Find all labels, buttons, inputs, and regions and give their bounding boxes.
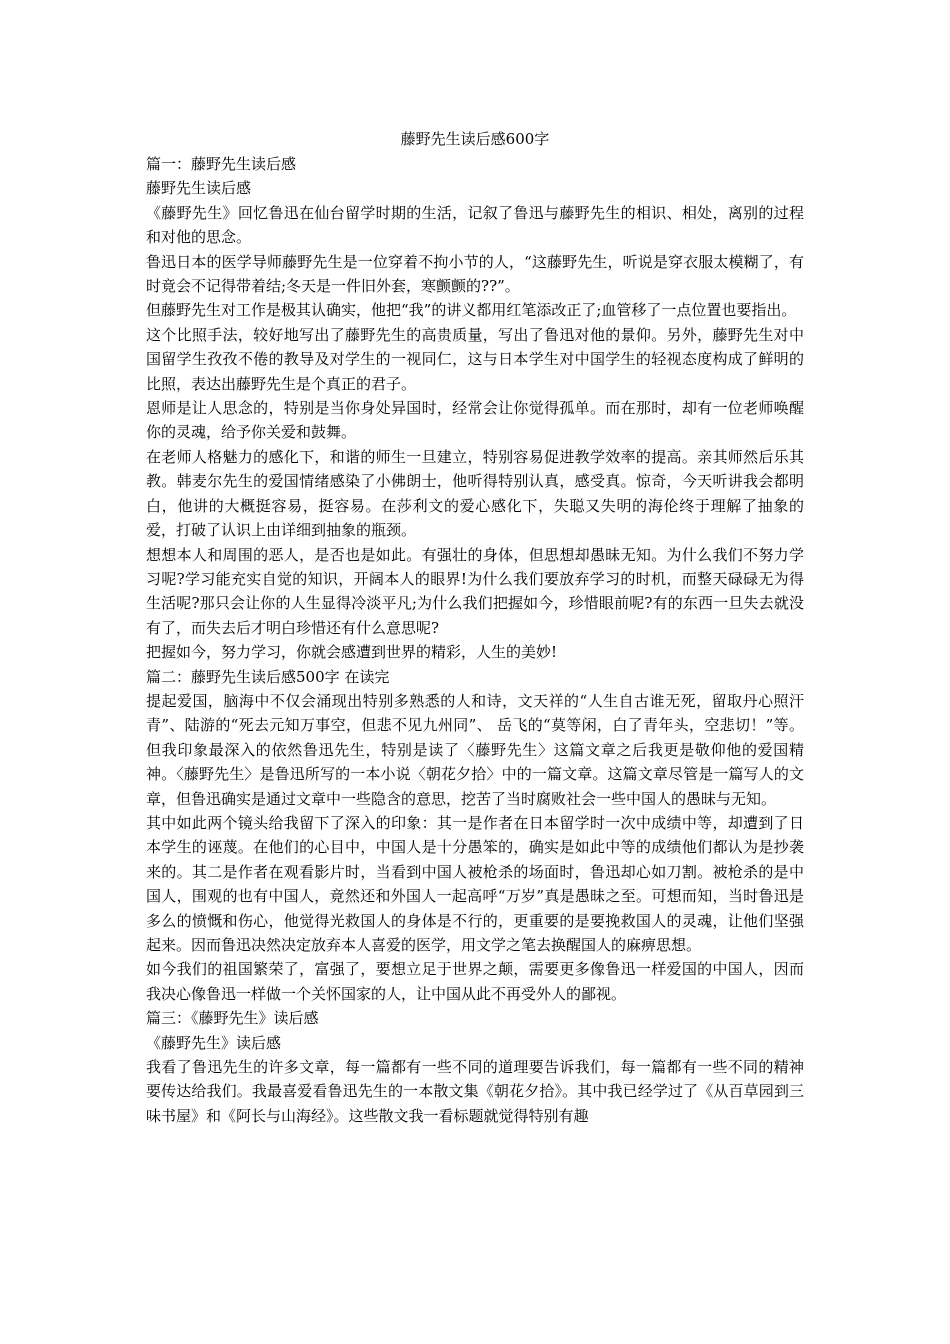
paragraph: 我看了鲁迅先生的许多文章，每一篇都有一些不同的道理要告诉我们，每一篇都有一些不同的精神要传达给我们。我最喜爱看鲁迅先生的一本散文集《朝花夕拾》。其中我已经学过了《从百草园到三味书屋》和《阿长与山海经》。这些散文我一看标题就觉得特别有趣 <box>146 1058 804 1125</box>
paragraph: 如今我们的祖国繁荣了，富强了，要想立足于世界之颠，需要更多像鲁迅一样爱国的中国人，因而我决心像鲁迅一样做一个关怀国家的人，让中国从此不再受外人的鄙视。 <box>146 960 804 1003</box>
paragraph: 恩师是让人思念的，特别是当你身处异国时，经常会让你觉得孤单。而在那时，却有一位老师唤醒你的灵魂，给予你关爱和鼓舞。 <box>146 399 804 442</box>
document-body <box>146 152 804 1128</box>
paragraph: 鲁迅日本的医学导师藤野先生是一位穿着不拘小节的人，“这藤野先生，听说是穿衣服太模糊了，有时竟会不记得带着结;冬天是一件旧外套，寒颤颤的??”。 <box>146 252 804 296</box>
paragraph: 藤野先生读后感 <box>146 179 252 198</box>
section-heading: 篇二：藤野先生读后感500字 在读完 <box>146 667 390 686</box>
section-heading: 篇三：《藤野先生》读后感 <box>146 1009 319 1028</box>
paragraph: 其中如此两个镜头给我留下了深入的印象：其一是作者在日本留学时一次中成绩中等，却遭到了日本学生的诬蔑。在他们的心目中，中国人是十分愚笨的，确实是如此中等的成绩他们都认为是抄袭来的。其二是作者在观看影片时，当看到中国人被枪杀的场面时，鲁迅却心如刀割。被枪杀的是中国人，围观的也有中国人，竟然还和外国人一起高呼“万岁”真是愚昧之至。可想而知，当时鲁迅是多么的愤慨和伤心，他觉得光救国人的身体是不行的，更重要的是要挽救国人的灵魂，让他们坚强起来。因而鲁迅决然决定放弃本人喜爱的医学，用文学之笔去换醒国人的麻痹思想。 <box>146 813 804 954</box>
paragraph: 这个比照手法，较好地写出了藤野先生的高贵质量，写出了鲁迅对他的景仰。另外，藤野先生对中国留学生孜孜不倦的教导及对学生的一视同仁，这与日本学生对中国学生的轻视态度构成了鲜明的比照，表达出藤野先生是个真正的君子。 <box>146 325 804 393</box>
paragraph: 《藤野先生》回忆鲁迅在仙台留学时期的生活，记叙了鲁迅与藤野先生的相识、相处，离别的过程和对他的思念。 <box>146 203 804 247</box>
paragraph: 想想本人和周围的恶人，是否也是如此。有强壮的身体，但思想却愚昧无知。为什么我们不努力学习呢?学习能充实自觉的知识，开阔本人的眼界!为什么我们要放弃学习的时机，而整天碌碌无为得生活呢?那只会让你的人生显得冷淡平凡;为什么我们把握如今，珍惜眼前呢?有的东西一旦失去就没有了，而失去后才明白珍惜还有什么意思呢? <box>146 545 804 637</box>
paragraph: 在老师人格魅力的感化下，和谐的师生一旦建立，特别容易促进教学效率的提高。亲其师然后乐其教。韩麦尔先生的爱国情绪感染了小佛朗士，他听得特别认真，感受真。惊奇，今天听讲我会都明白，他讲的大概挺容易，挺容易。在莎利文的爱心感化下，失聪又失明的海伦终于理解了抽象的爱，打破了认识上由详细到抽象的瓶颈。 <box>146 447 804 540</box>
paragraph: 把握如今，努力学习，你就会感遭到世界的精彩，人生的美妙! <box>146 643 558 662</box>
paragraph: 篇一：藤野先生读后感 <box>146 155 297 173</box>
document-page <box>146 128 804 1128</box>
document-title: 藤野先生读后感600字 <box>400 130 550 148</box>
paragraph: 但藤野先生对工作是极其认确实，他把“我”的讲义都用红笔添改正了;血管移了一点位置也要指出。 <box>146 301 797 320</box>
paragraph: 提起爱国，脑海中不仅会涌现出特别多熟悉的人和诗，文天祥的“人生自古谁无死，留取丹心照汗青”、陆游的“死去元知万事空，但悲不见九州同”、 岳飞的“莫等闲，白了青年头，空悲切！”等。但我印象最深入的依然鲁迅先生，特别是读了〈藤野先生〉这篇文章之后我更是敬仰他的爱国精神。〈藤野先生〉是鲁迅所写的一本小说〈朝花夕拾〉中的一篇文章。这篇文章尽管是一篇写人的文章，但鲁迅确实是通过文章中一些隐含的意思，挖苦了当时腐败社会一些中国人的愚昧与无知。 <box>146 691 804 808</box>
paragraph: 《藤野先生》读后感 <box>146 1033 282 1052</box>
